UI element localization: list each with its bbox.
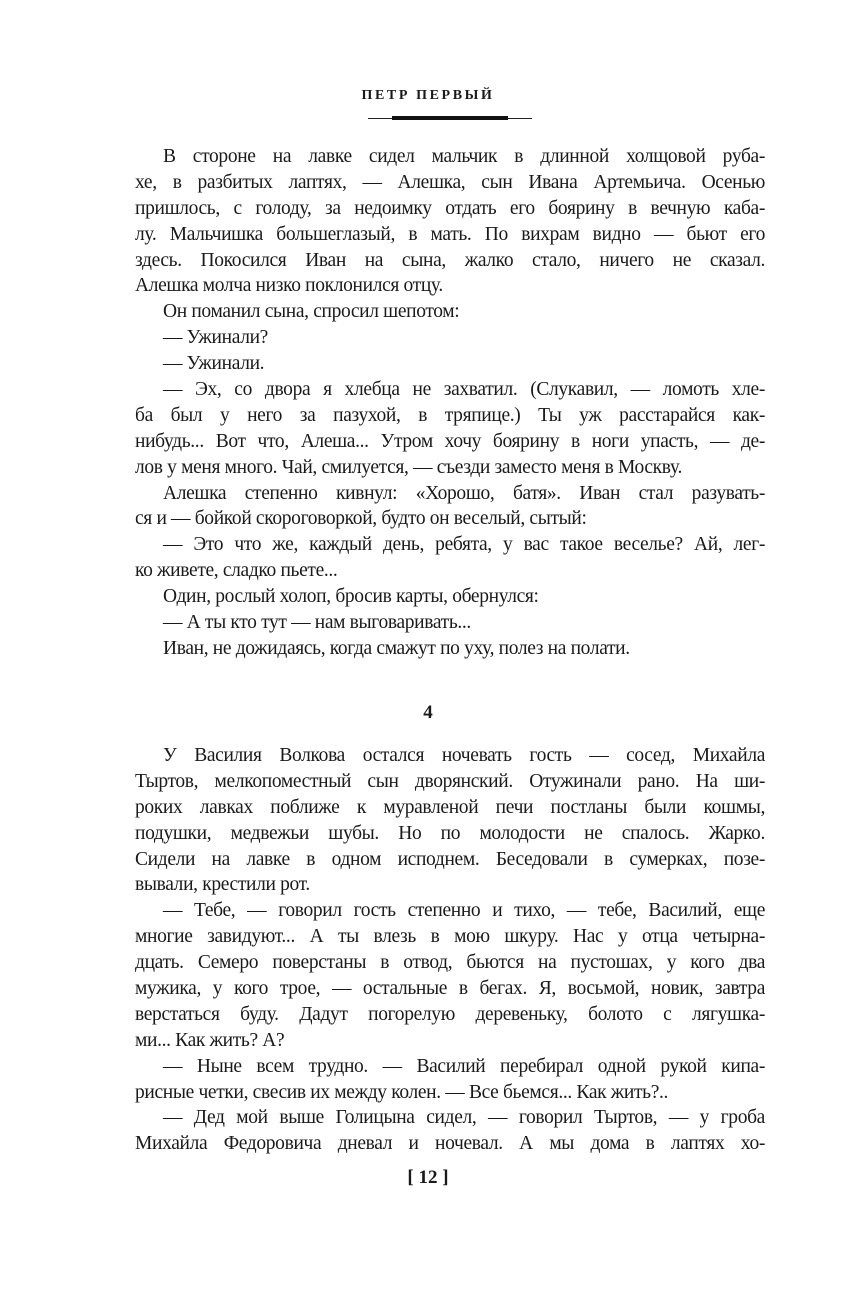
text-block-2 — [135, 743, 765, 1157]
text-line: — Ужинали. — [163, 353, 265, 375]
text-line: пришлось, с голоду, за недоимку отдать его боярину в вечную каба- — [135, 197, 765, 219]
paragraph — [135, 636, 765, 662]
page-number: [ 12 ] — [407, 1167, 449, 1188]
paragraph — [135, 743, 765, 898]
text-line: — Эх, со двора я хлебца не захватил. (Слукавил, — ломоть хле- — [163, 379, 765, 401]
text-line: роких лавках поближе к муравленой печи постланы были кошмы, — [135, 796, 765, 818]
paragraph — [135, 584, 765, 610]
paragraph — [135, 610, 765, 636]
text-line: — Дед мой выше Голицына сидел, — говорил Тыртов, — у гроба — [163, 1107, 765, 1129]
text-line: подушки, медвежьи шубы. Но по молодости не спалось. Жарко. — [135, 822, 765, 844]
text-line: Иван, не дожидаясь, когда смажут по уху, полез на полати. — [163, 637, 630, 659]
paragraph — [135, 144, 765, 299]
text-line: Сидели на лавке в одном исподнем. Беседовали в сумерках, позе- — [135, 848, 765, 870]
text-line: Михайла Федоровича дневал и ночевал. А мы дома в лаптях хо- — [135, 1133, 765, 1155]
text-line: мужика, у кого трое, — остальные в бегах. Я, восьмой, новик, завтра — [135, 978, 765, 1000]
text-line: — А ты кто тут — нам выговаривать... — [163, 612, 471, 634]
text-line: Алешка молча низко поклонился отцу. — [135, 275, 443, 297]
text-line: Он поманил сына, спросил шепотом: — [163, 301, 460, 323]
text-line: У Василия Волкова остался ночевать гость — сосед, Михайла — [163, 745, 765, 766]
paragraph — [135, 481, 765, 533]
paragraph — [135, 351, 765, 377]
paragraph — [135, 532, 765, 584]
text-line: нибудь... Вот что, Алеша... Утром хочу боярину в ноги упасть, — де- — [135, 430, 765, 452]
paragraph — [135, 1105, 765, 1157]
paragraph — [135, 898, 765, 1053]
text-line: многие завидуют... А ты влезь в мою шкуру. Нас у отца четырна- — [135, 926, 765, 948]
text-line: рисные четки, свесив их между колен. — Все бьемся... Как жить?.. — [135, 1081, 669, 1103]
text-line: — Ныне всем трудно. — Василий перебирал одной рукой кипа- — [163, 1055, 765, 1077]
text-line: Алешка степенно кивнул: «Хорошо, батя». Иван стал разувать- — [163, 482, 765, 504]
section-number: 4 — [423, 702, 433, 723]
text-line: — Это что же, каждый день, ребята, у вас такое веселье? Ай, лег- — [163, 534, 765, 556]
text-line: ба был у него за пазухой, в тряпице.) Ты уж расстарайся как- — [135, 404, 765, 426]
text-line: В стороне на лавке сидел мальчик в длинной холщовой руба- — [163, 146, 765, 167]
running-header: ПЕТР ПЕРВЫЙ — [361, 88, 495, 103]
paragraph — [135, 1054, 765, 1106]
text-block-1 — [135, 144, 765, 662]
text-line: хе, в разбитых лаптях, — Алешка, сын Ивана Артемьича. Осенью — [135, 171, 765, 193]
text-line: лу. Мальчишка большеглазый, в мать. По вихрам видно — бьют его — [135, 223, 765, 245]
text-line: Тыртов, мелкопоместный сын дворянский. Отужинали рано. На ши- — [135, 770, 765, 792]
text-line: здесь. Покосился Иван на сына, жалко стало, ничего не сказал. — [135, 249, 765, 271]
text-line: Один, рослый холоп, бросив карты, обернулся: — [163, 586, 539, 608]
paragraph — [135, 299, 765, 325]
header-rule-bold — [392, 116, 508, 120]
paragraph — [135, 377, 765, 481]
text-line: ко живете, сладко пьете... — [135, 560, 338, 582]
text-line: вывали, крестили рот. — [135, 874, 310, 896]
text-line: ся и — бойкой скороговоркой, будто он веселый, сытый: — [135, 508, 587, 530]
text-line: — Тебе, — говорил гость степенно и тихо, — тебе, Василий, еще — [163, 900, 765, 922]
paragraph — [135, 325, 765, 351]
text-line: дцать. Семеро поверстаны в отвод, бьются на пустошах, у кого два — [135, 952, 765, 974]
text-line: — Ужинали? — [163, 327, 268, 349]
text-line: верстаться буду. Дадут погорелую деревеньку, болото с лягушка- — [135, 1003, 765, 1025]
text-line: ми... Как жить? А? — [135, 1029, 285, 1051]
text-line: лов у меня много. Чай, смилуется, — съезди заместо меня в Москву. — [135, 456, 682, 478]
